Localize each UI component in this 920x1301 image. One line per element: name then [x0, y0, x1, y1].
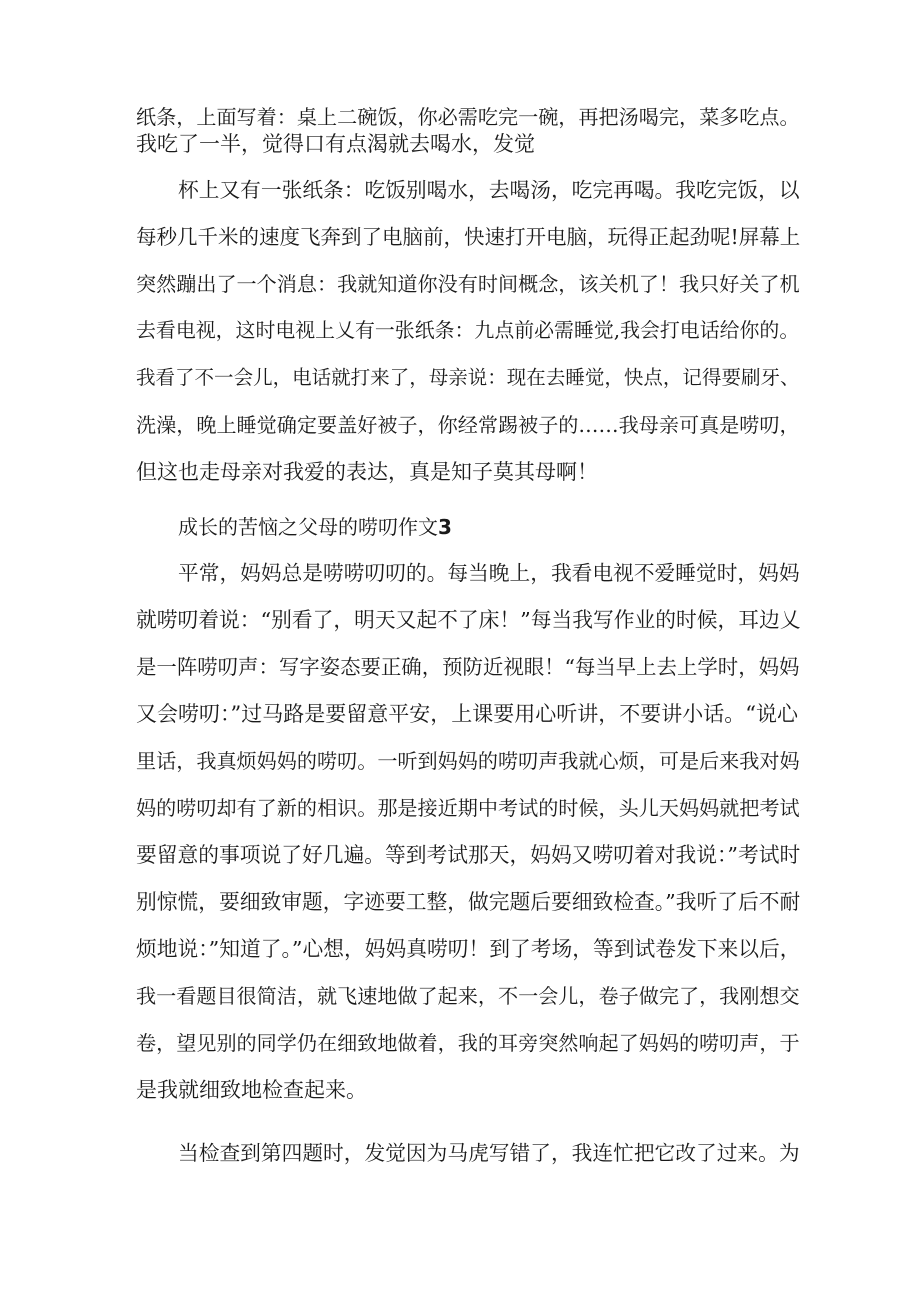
paragraph-line: 纸条，上面写着：桌上二碗饭，你必需吃完一碗，再把汤喝完，菜多吃点。 [136, 105, 800, 129]
paragraph-line: 但这也走母亲对我爱的表达，真是知子莫其母啊！ [136, 460, 598, 484]
paragraph-line: 又会唠叨：”过马路是要留意平安，上课要用心听讲，不要讲小话。“说心 [136, 702, 798, 726]
heading-text: 成长的苦恼之父母的唠叨作文 [178, 515, 438, 539]
paragraph-line: 卷，望见别的同学仍在细致地做着，我的耳旁突然响起了妈妈的唠叨声，于 [136, 1031, 800, 1055]
paragraph-line: 是我就细致地检查起来。 [136, 1078, 367, 1102]
paragraph-line: 要留意的事项说了好几遍。等到考试那天，妈妈又唠叨着对我说：”考试时 [136, 843, 801, 867]
paragraph-line: 当检查到第四题时，发觉因为马虎写错了，我连忙把它改了过来。为 [178, 1141, 800, 1165]
paragraph-line: 每秒几千米的速度飞奔到了电脑前，快速打开电脑，玩得正起劲呢!屏幕上 [136, 225, 801, 249]
paragraph-line: 我看了不一会儿，电话就打来了，母亲说：现在去睡觉，快点，记得要刷牙、 [136, 366, 800, 389]
paragraph-line: 突然蹦出了一个消息：我就知道你没有时间概念，该关机了！我只好关了机 [136, 272, 800, 296]
paragraph-line: 就唠叨着说：“别看了，明天又起不了床！”每当我写作业的时候，耳边乂 [136, 608, 801, 632]
paragraph-line: 里话，我真烦妈妈的唠叨。一听到妈妈的唠叨声我就心烦，可是后来我对妈 [136, 749, 800, 773]
paragraph-line: 杯上又有一张纸条：吃饭别喝水，去喝汤，吃完再喝。我吃完饭，以 [178, 178, 800, 202]
paragraph-line: 烦地说：”知道了。”心想，妈妈真唠叨！到了考场，等到试卷发下来以后， [136, 937, 801, 961]
paragraph-line: 是一阵唠叨声：写字姿态要正确，预防近视眼！“每当早上去上学时，妈妈 [136, 655, 800, 679]
paragraph-line: 我吃了一半，觉得口有点渴就去喝水，发觉 [136, 132, 535, 156]
paragraph-line: 我一看题目很简洁，就飞速地做了起来，不一会儿，卷子做完了，我刚想交 [136, 984, 800, 1008]
paragraph-line: 妈的唠叨却有了新的相识。那是接近期中考试的时候，头儿天妈妈就把考试 [136, 796, 800, 820]
paragraph-line: 去看电视，这时电视上乂有一张纸条：九点前必需睡觉,我会打电话给你的。 [136, 319, 800, 342]
paragraph-line: 平常，妈妈总是唠唠叨叨的。每当晚上，我看电视不爱睡觉时，妈妈 [178, 561, 800, 585]
heading-number: 3 [438, 515, 452, 539]
paragraph-line: 洗澡，晚上睡觉确定要盖好被子，你经常踢被子的……我母亲可真是唠叨， [136, 413, 800, 437]
section-heading [178, 514, 452, 540]
paragraph-line: 别惊慌，要细致审题，字迹要工整，做完题后要细致检查。”我听了后不耐 [136, 890, 801, 914]
